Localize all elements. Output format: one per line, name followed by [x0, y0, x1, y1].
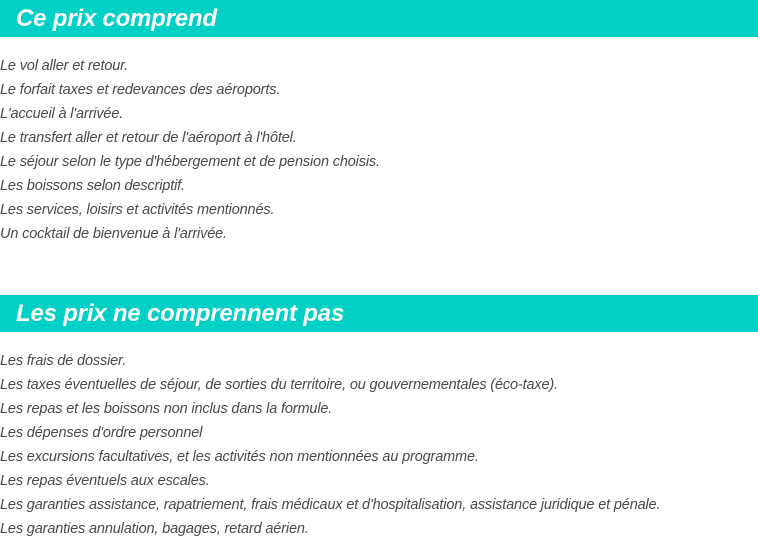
excluded-item: Les repas et les boissons non inclus dans la formule. — [0, 401, 333, 417]
included-item: Un cocktail de bienvenue à l'arrivée. — [0, 226, 227, 242]
included-item: Les services, loisirs et activités mentionnés. — [0, 202, 275, 218]
included-item: Le séjour selon le type d'hébergement et de pension choisis. — [0, 154, 380, 170]
included-items-list — [0, 54, 758, 246]
excluded-item: Les garanties assistance, rapatriement, frais médicaux et d'hospitalisation, assistance juridique et pénale. — [0, 497, 661, 513]
excluded-item: Les dépenses d'ordre personnel — [0, 425, 203, 441]
excluded-section-title: Les prix ne comprennent pas — [0, 295, 758, 332]
included-section-title: Ce prix comprend — [0, 0, 758, 37]
excluded-item: Les taxes éventuelles de séjour, de sorties du territoire, ou gouvernementales (éco-taxe). — [0, 377, 558, 393]
excluded-items-list — [0, 349, 758, 541]
excluded-item: Les garanties annulation, bagages, retard aérien. — [0, 521, 309, 537]
included-item: Le transfert aller et retour de l'aéroport à l'hôtel. — [0, 130, 297, 146]
excluded-item: Les repas éventuels aux escales. — [0, 473, 210, 489]
included-item: Le vol aller et retour. — [0, 58, 129, 74]
included-item: L'accueil à l'arrivée. — [0, 106, 124, 122]
included-item: Le forfait taxes et redevances des aéroports. — [0, 82, 281, 98]
included-item: Les boissons selon descriptif. — [0, 178, 185, 194]
excluded-item: Les excursions facultatives, et les activités non mentionnées au programme. — [0, 449, 479, 465]
excluded-item: Les frais de dossier. — [0, 353, 127, 369]
